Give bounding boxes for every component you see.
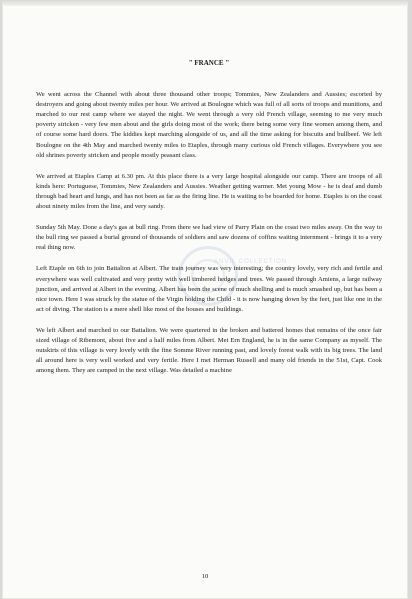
paragraph: Left Etaple on 6th to join Battalion at Albert. The train journey was very interesting; the country lovely, very rich and fertile and everywhere was well cultivated and very pretty with well timbered hedges and trees. We passed through Amiens, a large railway junction, and arrived at Albert in the evening. Albert has been the scene of much shelling and is much smashed up, but has been a nice town. Here I was struck by the statue of the Virgin holding the Child - it is now hanging down by the feet, just like one in the act of diving. The station is a mere shell like most of the houses and buildings. <box>36 265 382 313</box>
page-number: 10 <box>201 573 209 580</box>
paragraph: Sunday 5th May. Done a day's gas at bull ring. From there we had view of Parry Plain on the coast two miles away. On the way to the bull ring we passed a burial ground of thousands of soldiers and saw dozens of coffins waiting internment - brings it to a very real thing now. <box>36 224 382 252</box>
scan-edge <box>2 0 408 6</box>
document-body <box>36 58 382 387</box>
watermark-text: ANVIL COLLECTION <box>214 259 288 265</box>
document-page <box>2 0 408 599</box>
paragraph: We went across the Channel with about three thousand other troops; Tommies, New Zealanders and Aussies; escorted by destroyers and going about twenty miles per hour. We arrived at Boulogne which was full of all sorts of troops and munitions, and marched to our rest camp where we stayed the night. We went through a very old French village, seeming to me very much poverty stricken - very few men about and the girls doing most of the work; there being some very fine women among them, and of course some hard doers. The kiddies kept marching alongside of us, and all the time asking for biscuits and bullbeef. We left Boulogne on the 4th May and marched twenty miles to Etaples, through many curious old French villages. Everywhere you see old shrines poverty stricken and people mostly peasant class. <box>36 91 382 159</box>
paragraph: We left Albert and marched to our Battalion. We were quartered in the broken and battered homes that remains of the once fair sized village of Ribemont, about five and a half miles from Albert. Met Ern England, he is in the same Company as myself. The outskirts of this village is very lovely with the fine Somme River running past, and lovely forest walk with its big trees. The land all around here is very well worked and very fertile. Here I met Herman Russell and many old friends in the 51st, Capt. Cook among them. They are camped in the next village. Was detailed a machine <box>36 326 382 375</box>
page-title: " FRANCE " <box>188 59 230 67</box>
paragraph: We arrived at Etaples Camp at 6.30 pm. At this place there is a very large hospital alongside our camp. There are troops of all kinds here: Portuguese, Tommies, New Zealanders and Aussies. Weather getting warmer. Met young Mow - he is deaf and dumb through bad heart and lungs, and has not been as far as the firing line. He is waiting to be boarded for home. Etaples is on the coast about ninety miles from the line, and very sandy. <box>36 172 382 211</box>
